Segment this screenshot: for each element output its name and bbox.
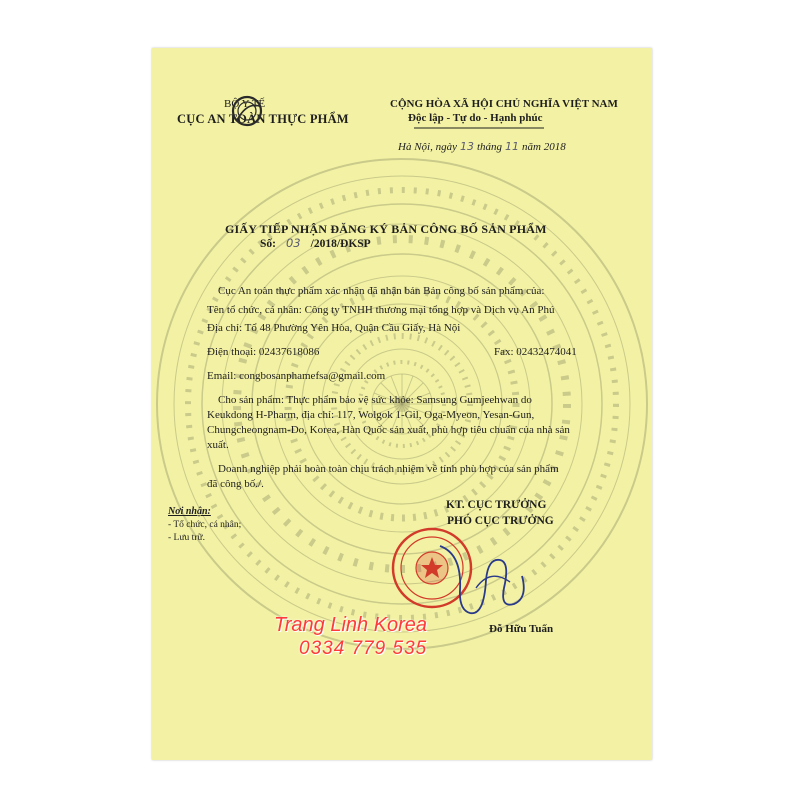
recipients-label: Nơi nhận: — [168, 506, 211, 517]
product-line-4: xuất. — [207, 439, 229, 451]
recipient-item: - Lưu trữ. — [168, 533, 205, 543]
national-motto: Độc lập - Tự do - Hạnh phúc — [408, 112, 543, 124]
watermark-shop-name: Trang Linh Korea — [274, 614, 428, 636]
product-line-2: Keukdong H-Pharm, địa chỉ: 117, Wolgok 1-Gil, Oga-Myeon, Yesan-Gun, — [207, 409, 535, 421]
address-line: Địa chỉ: Tổ 48 Phường Yên Hòa, Quận Cầu Giấy, Hà Nội — [207, 322, 461, 334]
handwritten-day: 13 — [459, 140, 474, 153]
product-line-3: Chungcheongnam-Do, Korea, Hàn Quốc sản xuất, phù hợp tiêu chuẩn của nhà sản — [207, 424, 570, 436]
email-line: Email: congbosanphamefsa@gmail.com — [207, 370, 386, 382]
document-number — [260, 236, 371, 250]
recipient-item: - Tổ chức, cá nhân; — [168, 520, 242, 530]
document-title: GIẤY TIẾP NHẬN ĐĂNG KÝ BẢN CÔNG BỐ SẢN PHẨM — [225, 222, 547, 236]
year-text: năm 2018 — [522, 141, 566, 153]
handwritten-signature — [430, 518, 540, 628]
signer-title-2: PHÓ CỤC TRƯỞNG — [447, 515, 554, 527]
signer-name: Đỗ Hữu Tuấn — [489, 623, 554, 635]
ministry-name: BỘ Y TẾ — [224, 98, 266, 110]
fax-line: Fax: 02432474041 — [494, 346, 577, 358]
issue-date — [398, 140, 566, 153]
product-line-1: Cho sản phẩm: Thực phẩm bảo vệ sức khỏe: Samsung Gumjeehwan do — [218, 394, 532, 406]
handwritten-month: 11 — [505, 140, 520, 153]
watermark-phone: 0334 779 535 — [299, 638, 428, 659]
number-label: Số: — [260, 238, 276, 250]
motto-underline — [414, 127, 544, 130]
country-name: CỘNG HÒA XÃ HỘI CHỦ NGHĨA VIỆT NAM — [390, 98, 618, 110]
number-suffix: /2018/ĐKSP — [310, 238, 371, 250]
date-prefix: Hà Nội, ngày — [398, 141, 457, 153]
responsibility-line-2: đã công bố./. — [207, 478, 264, 490]
phone-line: Điện thoại: 02437618086 — [207, 346, 320, 358]
certificate-page — [152, 48, 652, 760]
agency-logo — [231, 94, 263, 128]
agency-name: CỤC AN TOÀN THỰC PHẨM — [177, 112, 349, 126]
responsibility-line-1: Doanh nghiệp phải hoàn toàn chịu trách nhiệm về tính phù hợp của sản phẩm — [218, 463, 559, 475]
intro-line: Cục An toàn thực phẩm xác nhận đã nhận bản Bản công bố sản phẩm của: — [218, 285, 545, 297]
month-word: tháng — [476, 141, 503, 153]
organization-line: Tên tổ chức, cá nhân: Công ty TNHH thương mại tổng hợp và Dịch vụ An Phú — [207, 304, 555, 316]
signer-title-1: KT. CỤC TRƯỞNG — [446, 499, 547, 511]
handwritten-number: 03 — [285, 236, 301, 250]
